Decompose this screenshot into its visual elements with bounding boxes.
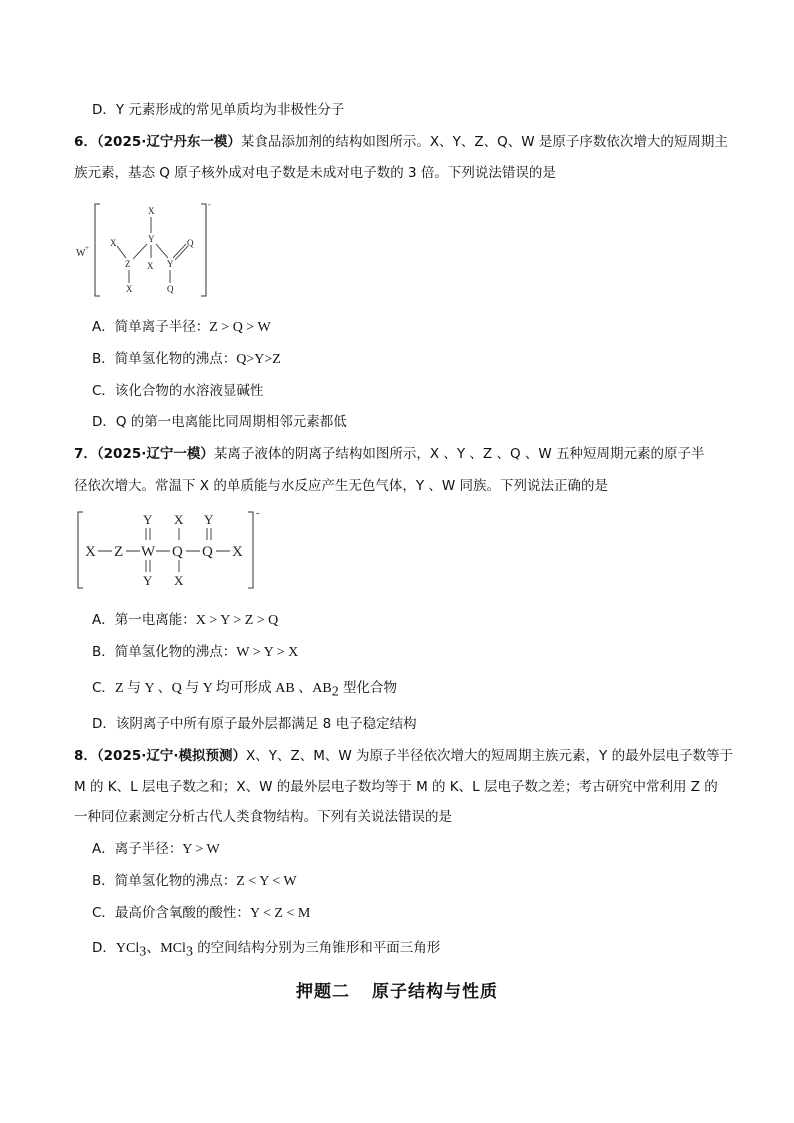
q6-stem-text: 某食品添加剂的结构如图所示。X、Y、Z、Q、W 是原子序数依次增大的短周期主	[240, 134, 728, 150]
q7-number: 7．	[74, 446, 97, 462]
q8-option-d	[92, 938, 440, 963]
q6-atom-z: Z	[125, 259, 131, 269]
q6-option-b	[92, 349, 281, 370]
q7-source: （2025·辽宁一模）	[96, 446, 214, 462]
q6-number: 6．	[74, 134, 97, 150]
q7-atom-y-w-top: Y	[143, 512, 153, 527]
q7-atom-x-q1-top: X	[174, 512, 184, 527]
q6-stem-line1	[74, 132, 728, 152]
q7-anion-charge: -	[256, 508, 260, 519]
q8-option-c	[92, 903, 310, 924]
q7-option-a-formula: X > Y > Z > Q	[195, 613, 279, 628]
q8-option-a	[92, 839, 220, 860]
q8-option-b-label: B．简单氢化物的沸点：	[92, 873, 237, 889]
q7-stem-line2: 径依次增大。常温下 X 的单质能与水反应产生无色气体，Y 、W 同族。下列说法正确的是	[74, 478, 609, 494]
q7-option-c-sub: 2	[331, 684, 339, 700]
q6-structure-figure	[70, 196, 230, 304]
q6-left-bracket	[95, 204, 100, 296]
q6-option-c: C．该化合物的水溶液显碱性	[92, 383, 264, 399]
q7-option-c-prefix: C．	[92, 680, 115, 696]
q6-atom-y2: Y	[167, 259, 174, 269]
q7-atom-x-q1-bottom: X	[174, 573, 184, 588]
q7-atom-y-q2-top: Y	[204, 512, 214, 527]
q8-stem-line3: 一种同位素测定分析古代人类食物结构。下列有关说法错误的是	[74, 809, 452, 825]
q8-option-c-label: C．最高价含氧酸的酸性：	[92, 905, 250, 921]
q7-option-a	[92, 610, 278, 631]
q7-option-d: D．该阴离子中所有原子最外层都满足 8 电子稳定结构	[92, 716, 417, 732]
section-heading-right: 原子结构与性质	[372, 982, 498, 1002]
q6-atom-q-top: Q	[187, 238, 194, 248]
q8-number: 8．	[74, 748, 97, 764]
q6-option-d: D．Q 的第一电离能比同周期相邻元素都低	[92, 414, 347, 430]
q7-atom-x-left: X	[85, 544, 96, 560]
q6-atom-x-left: X	[110, 238, 117, 248]
q8-option-a-label: A．离子半径：	[92, 841, 183, 857]
q8-option-d-formula2: 、MCl	[146, 941, 186, 956]
section-heading-left: 押题二	[296, 982, 350, 1002]
q8-option-d-prefix: D．	[92, 940, 116, 956]
q6-atom-x-top: X	[148, 206, 155, 216]
q7-atom-w: W	[141, 544, 156, 560]
q8-source: （2025·辽宁·模拟预测）	[96, 748, 246, 764]
q8-option-b	[92, 871, 297, 892]
q7-atom-q1: Q	[172, 544, 183, 560]
q6-cation-charge: +	[85, 244, 89, 252]
q6-atom-x-mid: X	[147, 261, 154, 271]
q6-cation-w: W	[76, 248, 86, 259]
q7-left-bracket	[78, 512, 83, 588]
q6-right-bracket	[201, 204, 206, 296]
q7-stem-line1	[74, 444, 705, 464]
q7-atom-y-w-bottom: Y	[143, 573, 153, 588]
q8-option-c-formula: Y < Z < M	[249, 906, 311, 921]
q7-atom-z: Z	[114, 544, 124, 560]
q8-option-d-tail: 的空间结构分别为三角锥形和平面三角形	[192, 940, 441, 956]
q7-option-c-tail: 型化合物	[338, 680, 397, 696]
q6-option-b-label: B．简单氢化物的沸点：	[92, 351, 237, 367]
q6-option-a	[92, 317, 271, 338]
q6-option-b-formula: Q>Y>Z	[236, 352, 281, 367]
q6-bonds	[117, 217, 188, 283]
q6-option-a-label: A．简单离子半径：	[92, 319, 210, 335]
q7-option-a-label: A．第一电离能：	[92, 612, 196, 628]
q8-stem-line2: M 的 K、L 层电子数之和；X、W 的最外层电子数均等于 M 的 K、L 层电子数之差；考古研究中常利用 Z 的	[74, 779, 718, 795]
q5-option-d: D．Y 元素形成的常见单质均为非极性分子	[92, 102, 345, 118]
q7-structure-figure	[76, 508, 268, 592]
q7-stem-text: 某离子液体的阴离子结构如图所示，X 、Y 、Z 、Q 、W 五种短周期元素的原子半	[213, 446, 705, 462]
q6-atom-x-bottom: X	[126, 284, 133, 294]
q8-option-d-sub2: 3	[185, 944, 193, 960]
q6-option-a-formula: Z > Q > W	[209, 320, 271, 335]
q7-option-b	[92, 642, 298, 663]
q7-option-c-formula: Z 与 Y 、Q 与 Y 均可形成 AB 、AB	[114, 681, 332, 696]
q6-stem-line2: 族元素，基态 Q 原子核外成对电子数是未成对电子数的 3 倍。下列说法错误的是	[74, 165, 556, 181]
q7-atom-x-right: X	[232, 544, 243, 560]
q6-anion-charge: -	[208, 200, 211, 209]
q8-stem-line1	[74, 746, 733, 766]
q6-source: （2025·辽宁丹东一模）	[96, 134, 241, 150]
q8-option-b-formula: Z < Y < W	[236, 874, 297, 889]
q7-option-b-label: B．简单氢化物的沸点：	[92, 644, 237, 660]
q7-option-c	[92, 678, 397, 703]
q7-atom-q2: Q	[202, 544, 213, 560]
q6-atom-y1: Y	[148, 234, 155, 244]
q8-stem-text: X、Y、Z、M、W 为原子半径依次增大的短周期主族元素，Y 的最外层电子数等于	[246, 748, 734, 764]
q8-option-d-sub1: 3	[139, 944, 147, 960]
q7-right-bracket	[248, 512, 253, 588]
q7-option-b-formula: W > Y > X	[236, 645, 299, 660]
q8-option-a-formula: Y > W	[182, 842, 220, 857]
section-heading	[0, 977, 794, 1002]
q6-atom-q-bottom: Q	[167, 284, 174, 294]
q8-option-d-formula1: YCl	[115, 941, 140, 956]
